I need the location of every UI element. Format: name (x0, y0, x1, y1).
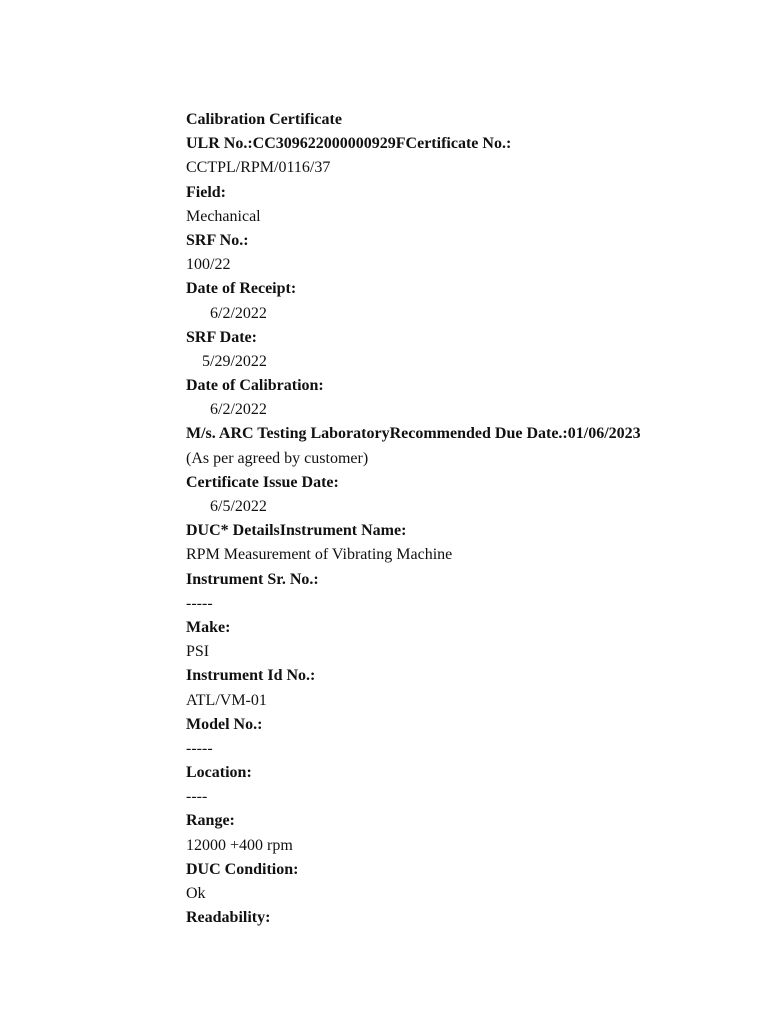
instrument-id-value: ATL/VM-01 (186, 691, 267, 709)
make-value: PSI (186, 643, 210, 661)
instrument-name-value: RPM Measurement of Vibrating Machine (186, 546, 453, 564)
model-no-value: ----- (186, 739, 213, 757)
srf-no-value: 100/22 (186, 256, 231, 274)
model-no-label: Model No.: (186, 715, 263, 733)
field-label: Field: (186, 183, 226, 201)
duc-details-label: DUC* DetailsInstrument Name: (186, 522, 407, 540)
srf-no-label: SRF No.: (186, 231, 249, 249)
readability-label: Readability: (186, 909, 271, 927)
issue-date-label: Certificate Issue Date: (186, 473, 339, 491)
range-value: 12000 +400 rpm (186, 836, 293, 854)
duc-condition-label: DUC Condition: (186, 860, 299, 878)
make-label: Make: (186, 618, 231, 636)
certificate-number: CCTPL/RPM/0116/37 (186, 159, 331, 177)
issue-date-value: 6/5/2022 (210, 498, 267, 515)
duc-condition-value: Ok (186, 885, 206, 902)
date-of-receipt-value: 6/2/2022 (210, 304, 267, 322)
location-label: Location: (186, 764, 252, 782)
date-of-calibration-value: 6/2/2022 (210, 401, 267, 419)
instrument-sr-no-value: ----- (186, 594, 213, 612)
range-label: Range: (186, 812, 235, 830)
instrument-id-label: Instrument Id No.: (186, 667, 316, 685)
srf-date-value: 5/29/2022 (202, 352, 267, 370)
date-of-calibration-label: Date of Calibration: (186, 377, 324, 395)
ulr-certificate-label: ULR No.:CC309622000000929FCertificate No.: (186, 135, 512, 153)
location-value: ---- (186, 788, 208, 806)
srf-date-label: SRF Date: (186, 328, 257, 346)
instrument-sr-no-label: Instrument Sr. No.: (186, 570, 319, 588)
certificate-body (186, 108, 746, 930)
customer-due-date-line: M/s. ARC Testing LaboratoryRecommended Due Date.:01/06/2023 (186, 425, 641, 443)
due-date-note: (As per agreed by customer) (186, 449, 369, 467)
date-of-receipt-label: Date of Receipt: (186, 280, 297, 298)
field-value: Mechanical (186, 207, 261, 225)
certificate-title: Calibration Certificate (186, 111, 342, 128)
